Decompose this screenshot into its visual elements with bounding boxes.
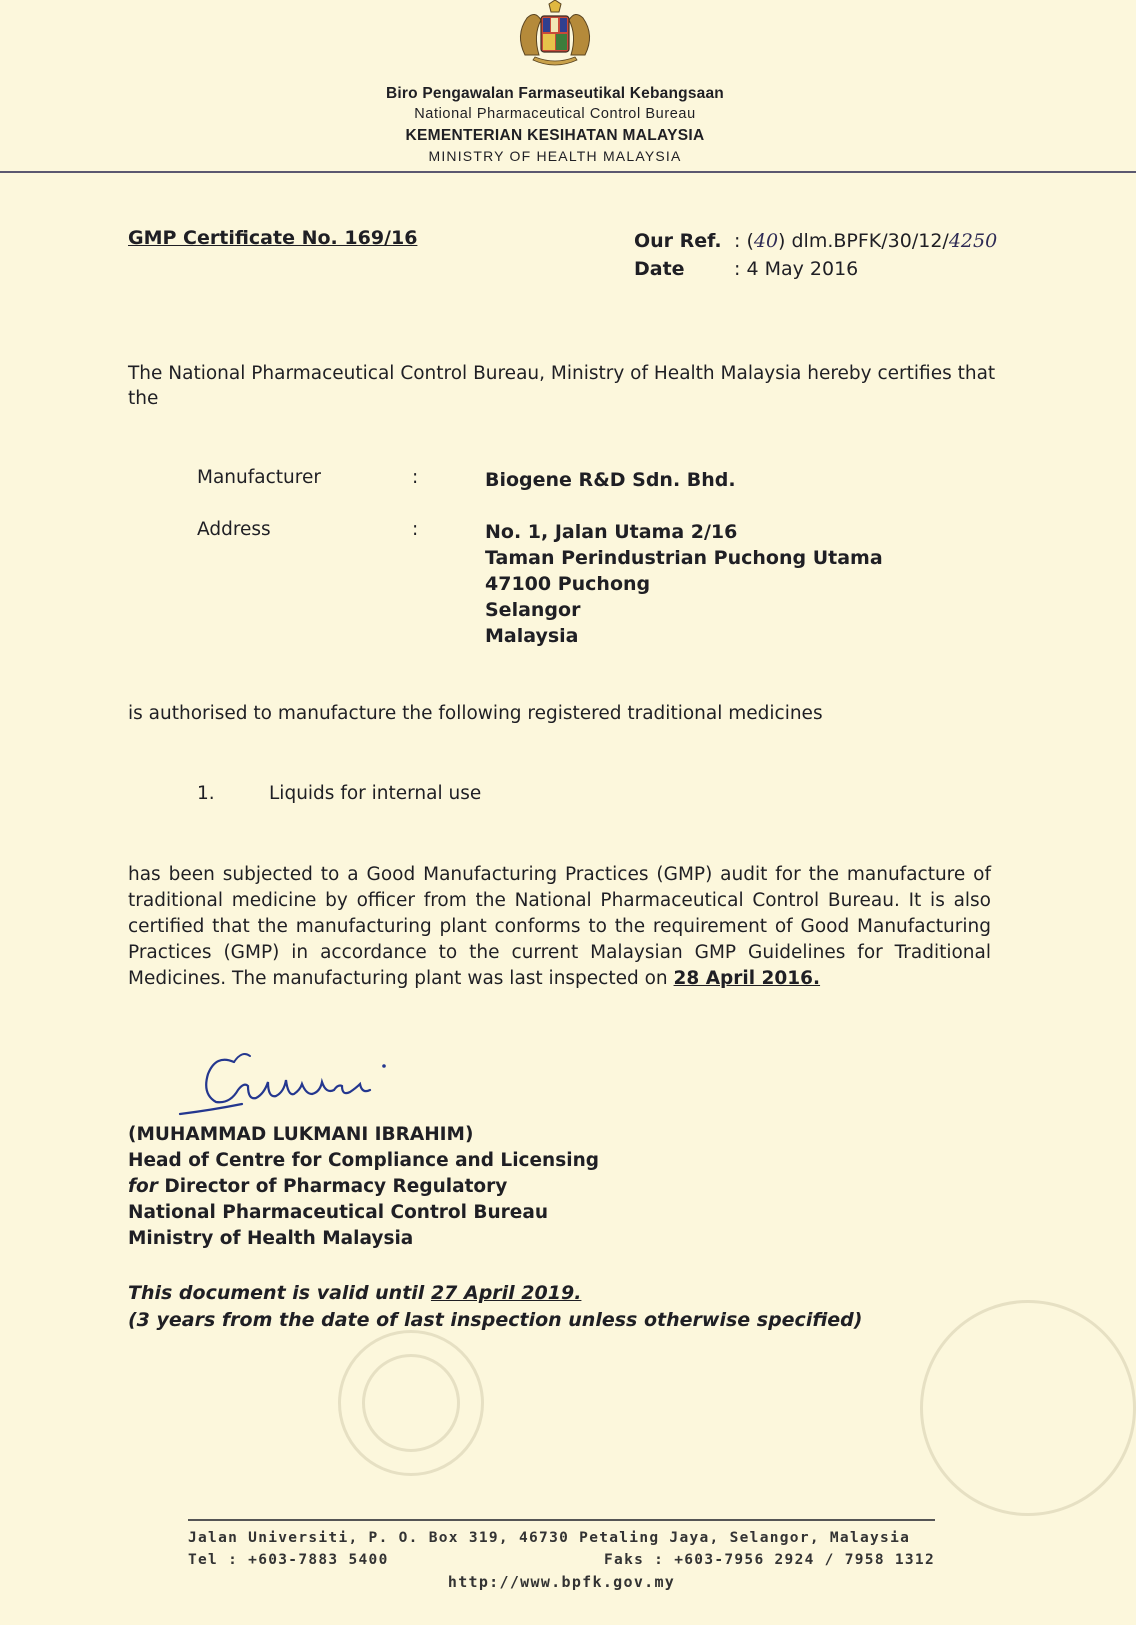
manufacturer-value: Biogene R&D Sdn. Bhd. <box>485 469 736 491</box>
handwritten-signature <box>172 1044 412 1124</box>
audit-paragraph <box>128 862 991 992</box>
footer-fax: Faks : +603-7956 2924 / 7958 1312 <box>604 1552 935 1568</box>
signatory-title: Head of Centre for Compliance and Licensing <box>128 1150 599 1171</box>
footer-address: Jalan Universiti, P. O. Box 319, 46730 Petaling Jaya, Selangor, Malaysia <box>188 1530 911 1546</box>
address-value <box>485 519 883 649</box>
product-number: 1. <box>197 783 215 804</box>
footer <box>188 1527 935 1593</box>
letterhead-divider <box>0 171 1136 173</box>
date-value: : 4 May 2016 <box>734 258 859 280</box>
certificate-number: GMP Certificate No. 169/16 <box>128 227 418 249</box>
address-line: Malaysia <box>485 625 579 647</box>
ministry-name-malay: KEMENTERIAN KESIHATAN MALAYSIA <box>405 127 705 144</box>
reference-middle: ) dlm.BPFK/30/12/ <box>778 230 949 252</box>
reference-label: Our Ref. <box>634 230 722 252</box>
bureau-name-english: National Pharmaceutical Control Bureau <box>414 106 696 122</box>
manufacturer-label: Manufacturer <box>197 467 321 488</box>
for-role: Director of Pharmacy Regulatory <box>157 1176 508 1197</box>
signatory-ministry: Ministry of Health Malaysia <box>128 1228 414 1249</box>
address-label: Address <box>197 519 271 540</box>
address-line: 47100 Puchong <box>485 573 651 595</box>
signatory-organisation: National Pharmaceutical Control Bureau <box>128 1202 549 1223</box>
signatory-for-line <box>128 1174 599 1200</box>
authorisation-statement: is authorised to manufacture the following registered traditional medicines <box>128 703 823 724</box>
footer-tel: Tel : +603-7883 5400 <box>188 1552 389 1568</box>
footer-url[interactable]: http://www.bpfk.gov.my <box>447 1573 676 1591</box>
footer-contacts <box>188 1549 935 1571</box>
reference-handwritten-2: 4250 <box>948 230 998 252</box>
official-seal-stamp-inner <box>362 1354 460 1452</box>
reference-prefix: : ( <box>734 230 754 252</box>
coat-of-arms-icon <box>505 0 605 70</box>
footer-divider <box>188 1519 935 1521</box>
address-colon: : <box>412 519 419 540</box>
validity-line <box>128 1280 862 1307</box>
intro-paragraph: The National Pharmaceutical Control Bureau, Ministry of Health Malaysia hereby certifies that the <box>128 363 996 409</box>
address-line: No. 1, Jalan Utama 2/16 <box>485 521 738 543</box>
address-line: Taman Perindustrian Puchong Utama <box>485 547 883 569</box>
ministry-name-english: MINISTRY OF HEALTH MALAYSIA <box>428 148 682 164</box>
validity-prefix: This document is valid until <box>128 1282 431 1304</box>
letterhead <box>0 83 1110 167</box>
date-label: Date <box>634 258 685 280</box>
manufacturer-colon: : <box>412 467 419 488</box>
address-line: Selangor <box>485 599 581 621</box>
validity-date: 27 April 2019. <box>430 1282 582 1304</box>
for-word: for <box>128 1176 158 1197</box>
bureau-name-malay: Biro Pengawalan Farmaseutikal Kebangsaan <box>386 85 724 102</box>
inspection-date: 28 April 2016. <box>673 968 821 989</box>
validity-note: (3 years from the date of last inspection unless otherwise specified) <box>128 1309 863 1331</box>
reference-row <box>634 227 997 255</box>
audit-text: has been subjected to a Good Manufacturing Practices (GMP) audit for the manufacture of traditional medicine by officer from the National Pharmaceutical Control Bureau. It is also certified that the manufacturing plant conforms to the requirement of Good Manufacturing Practices (GMP) in accordance to the current Malaysian GMP Guidelines for Traditional Medicines. The manufacturing plant was last inspected on <box>128 864 991 989</box>
product-name: Liquids for internal use <box>269 783 482 804</box>
validity-statement <box>128 1280 862 1334</box>
signatory-name: (MUHAMMAD LUKMANI IBRAHIM) <box>128 1124 474 1145</box>
date-row <box>634 255 997 283</box>
reference-block <box>634 227 997 283</box>
signatory-block <box>128 1122 599 1252</box>
reference-handwritten-1: 40 <box>753 230 779 252</box>
embossed-seal <box>920 1300 1136 1516</box>
